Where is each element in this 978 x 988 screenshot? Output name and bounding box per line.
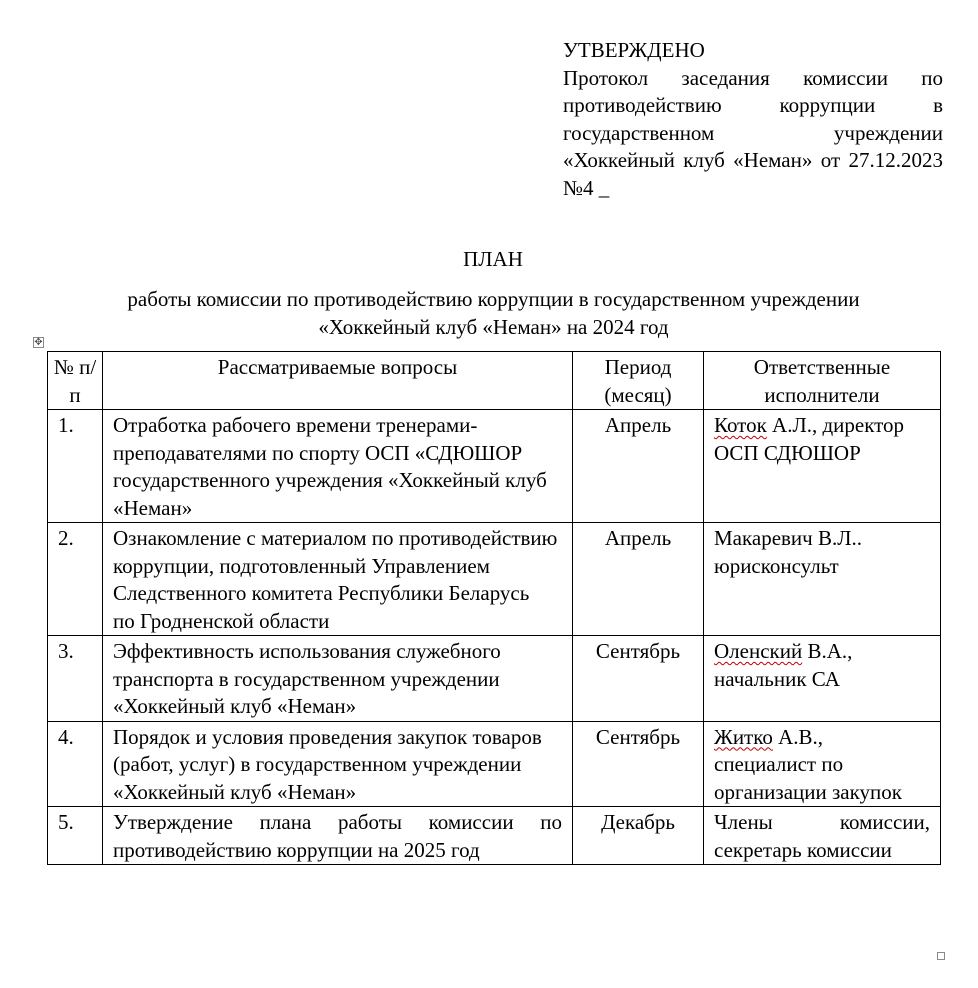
row-issue	[103, 523, 573, 636]
header-responsible: Ответственные исполнители	[704, 352, 941, 410]
row-period: Сентябрь	[573, 636, 704, 722]
row-period: Апрель	[573, 523, 704, 636]
spellcheck-name[interactable]: Коток	[714, 413, 767, 437]
table-row	[48, 636, 941, 722]
spellcheck-name[interactable]: Оленский	[714, 639, 803, 663]
row-responsible	[704, 636, 941, 722]
approval-block	[563, 37, 943, 202]
table-resize-handle[interactable]	[937, 952, 945, 960]
table-row	[48, 523, 941, 636]
responsible-rest: А.В., специалист по организации закупок	[714, 724, 902, 804]
row-num: 3.	[48, 636, 103, 722]
table-row	[48, 807, 941, 865]
subtitle-line-1: работы комиссии по противодействию коррупции в государственном учреждении	[127, 287, 860, 311]
row-period: Сентябрь	[573, 721, 704, 807]
document-title: ПЛАН	[463, 247, 523, 271]
issue-text-line2: по Гродненской области	[113, 608, 330, 633]
approval-protocol-text: Протокол заседания комиссии по противодействию коррупции в государственном учреждении «Хоккейный клуб «Неман» от 27.12.2023 №4 _	[563, 65, 943, 200]
row-num: 4.	[48, 721, 103, 807]
row-responsible	[704, 410, 941, 523]
document-subtitle	[40, 286, 947, 341]
approval-heading: УТВЕРЖДЕНО	[563, 38, 705, 62]
header-period: Период (месяц)	[573, 352, 704, 410]
plan-table	[47, 351, 941, 865]
spellcheck-name[interactable]: Житко	[714, 724, 773, 749]
header-issue: Рассматриваемые вопросы	[103, 352, 573, 410]
table-row	[48, 410, 941, 523]
subtitle-line-2: «Хоккейный клуб «Неман» на 2024 год	[318, 314, 669, 339]
row-num: 2.	[48, 523, 103, 636]
row-issue: Эффективность использования служебного транспорта в государственном учреждении «Хоккейный клуб «Неман»	[103, 636, 573, 722]
row-period: Декабрь	[573, 807, 704, 865]
row-issue: Утверждение плана работы комиссии по противодействию коррупции на 2025 год	[103, 807, 573, 865]
issue-text: Ознакомление с материалом по противодействию коррупции, подготовленный Управлением Следственного комитета Республики Беларусь	[113, 526, 558, 605]
row-issue: Порядок и условия проведения закупок товаров (работ, услуг) в государственном учреждении «Хоккейный клуб «Неман»	[103, 721, 573, 807]
row-issue: Отработка рабочего времени тренерами-преподавателями по спорту ОСП «СДЮШОР государственного учреждения «Хоккейный клуб «Неман»	[103, 410, 573, 523]
responsible-rest: В.А., начальник СА	[714, 639, 853, 691]
row-period: Апрель	[573, 410, 704, 523]
row-num: 1.	[48, 410, 103, 523]
header-num: № п/п	[48, 352, 103, 410]
table-move-handle-icon[interactable]: ✥	[34, 337, 43, 348]
row-responsible: Макаревич В.Л.. юрисконсульт	[704, 523, 941, 636]
row-responsible	[704, 721, 941, 807]
row-responsible: Члены комиссии, секретарь комиссии	[704, 807, 941, 865]
row-num: 5.	[48, 807, 103, 865]
table-header-row	[48, 352, 941, 410]
responsible-rest: А.Л., директор ОСП СДЮШОР	[714, 413, 905, 465]
table-row	[48, 721, 941, 807]
